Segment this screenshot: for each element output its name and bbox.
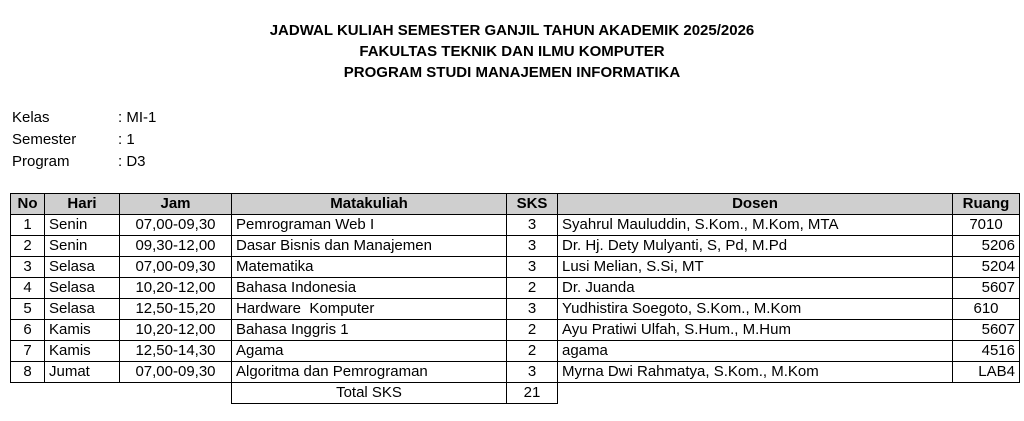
cell-sks: 3 xyxy=(507,257,558,278)
cell-sks: 2 xyxy=(507,341,558,362)
total-sks-value: 21 xyxy=(507,383,558,404)
cell-hari: Jumat xyxy=(45,362,120,383)
column-header-hari: Hari xyxy=(45,194,120,215)
column-header-no: No xyxy=(11,194,45,215)
column-header-dosen: Dosen xyxy=(558,194,953,215)
cell-hari: Kamis xyxy=(45,320,120,341)
cell-dosen: Dr. Juanda xyxy=(558,278,953,299)
cell-sks: 2 xyxy=(507,278,558,299)
cell-jam: 12,50-15,20 xyxy=(120,299,232,320)
cell-sks: 3 xyxy=(507,215,558,236)
cell-dosen: Dr. Hj. Dety Mulyanti, S, Pd, M.Pd xyxy=(558,236,953,257)
info-value: : D3 xyxy=(118,153,146,170)
cell-matakuliah: Bahasa Indonesia xyxy=(232,278,507,299)
table-row xyxy=(11,278,1020,299)
table-row xyxy=(11,362,1020,383)
info-value: : 1 xyxy=(118,131,135,148)
cell-ruang: 5204 xyxy=(953,257,1020,278)
info-label: Program xyxy=(12,153,70,170)
cell-no: 3 xyxy=(11,257,45,278)
cell-ruang: LAB4 xyxy=(953,362,1020,383)
class-info xyxy=(12,107,156,173)
cell-sks: 3 xyxy=(507,299,558,320)
info-label: Semester xyxy=(12,131,77,148)
cell-dosen: Yudhistira Soegoto, S.Kom., M.Kom xyxy=(558,299,953,320)
cell-ruang: 5607 xyxy=(953,320,1020,341)
info-row-semester xyxy=(12,129,156,151)
cell-hari: Selasa xyxy=(45,299,120,320)
cell-dosen: Myrna Dwi Rahmatya, S.Kom., M.Kom xyxy=(558,362,953,383)
table-header-row xyxy=(11,194,1020,215)
cell-no: 5 xyxy=(11,299,45,320)
cell-sks: 3 xyxy=(507,362,558,383)
cell-no: 2 xyxy=(11,236,45,257)
cell-hari: Selasa xyxy=(45,257,120,278)
column-header-matakuliah: Matakuliah xyxy=(232,194,507,215)
cell-matakuliah: Dasar Bisnis dan Manajemen xyxy=(232,236,507,257)
cell-jam: 07,00-09,30 xyxy=(120,215,232,236)
cell-no: 8 xyxy=(11,362,45,383)
cell-dosen: Syahrul Mauluddin, S.Kom., M.Kom, MTA xyxy=(558,215,953,236)
cell-hari: Senin xyxy=(45,215,120,236)
cell-ruang: 4516 xyxy=(953,341,1020,362)
cell-jam: 10,20-12,00 xyxy=(120,278,232,299)
info-value: : MI-1 xyxy=(118,109,157,126)
cell-jam: 09,30-12,00 xyxy=(120,236,232,257)
cell-no: 4 xyxy=(11,278,45,299)
cell-matakuliah: Hardware Komputer xyxy=(232,299,507,320)
cell-ruang: 5206 xyxy=(953,236,1020,257)
cell-dosen: Lusi Melian, S.Si, MT xyxy=(558,257,953,278)
column-header-jam: Jam xyxy=(120,194,232,215)
info-label: Kelas xyxy=(12,109,50,126)
cell-dosen: agama xyxy=(558,341,953,362)
total-row xyxy=(11,383,1020,404)
cell-no: 1 xyxy=(11,215,45,236)
table-row xyxy=(11,257,1020,278)
cell-sks: 2 xyxy=(507,320,558,341)
cell-jam: 07,00-09,30 xyxy=(120,362,232,383)
cell-jam: 10,20-12,00 xyxy=(120,320,232,341)
cell-matakuliah: Bahasa Inggris 1 xyxy=(232,320,507,341)
title-line-2: FAKULTAS TEKNIK DAN ILMU KOMPUTER xyxy=(359,43,665,60)
cell-matakuliah: Algoritma dan Pemrograman xyxy=(232,362,507,383)
table-row xyxy=(11,299,1020,320)
schedule-table xyxy=(10,193,1020,404)
title-line-3: PROGRAM STUDI MANAJEMEN INFORMATIKA xyxy=(343,64,681,81)
cell-hari: Selasa xyxy=(45,278,120,299)
document-title-block xyxy=(0,20,1024,83)
info-row-program xyxy=(12,151,156,173)
title-line-1: JADWAL KULIAH SEMESTER GANJIL TAHUN AKADEMIK 2025/2026 xyxy=(269,22,755,39)
table-row xyxy=(11,341,1020,362)
cell-dosen: Ayu Pratiwi Ulfah, S.Hum., M.Hum xyxy=(558,320,953,341)
cell-ruang: 7010 xyxy=(953,215,1020,236)
cell-jam: 07,00-09,30 xyxy=(120,257,232,278)
cell-ruang: 5607 xyxy=(953,278,1020,299)
cell-hari: Senin xyxy=(45,236,120,257)
cell-matakuliah: Agama xyxy=(232,341,507,362)
column-header-sks: SKS xyxy=(507,194,558,215)
cell-no: 7 xyxy=(11,341,45,362)
total-sks-label: Total SKS xyxy=(232,383,507,404)
cell-matakuliah: Pemrograman Web I xyxy=(232,215,507,236)
table-row xyxy=(11,215,1020,236)
cell-no: 6 xyxy=(11,320,45,341)
cell-ruang: 610 xyxy=(953,299,1020,320)
cell-sks: 3 xyxy=(507,236,558,257)
table-row xyxy=(11,236,1020,257)
table-row xyxy=(11,320,1020,341)
cell-jam: 12,50-14,30 xyxy=(120,341,232,362)
column-header-ruang: Ruang xyxy=(953,194,1020,215)
info-row-kelas xyxy=(12,107,156,129)
cell-hari: Kamis xyxy=(45,341,120,362)
cell-matakuliah: Matematika xyxy=(232,257,507,278)
